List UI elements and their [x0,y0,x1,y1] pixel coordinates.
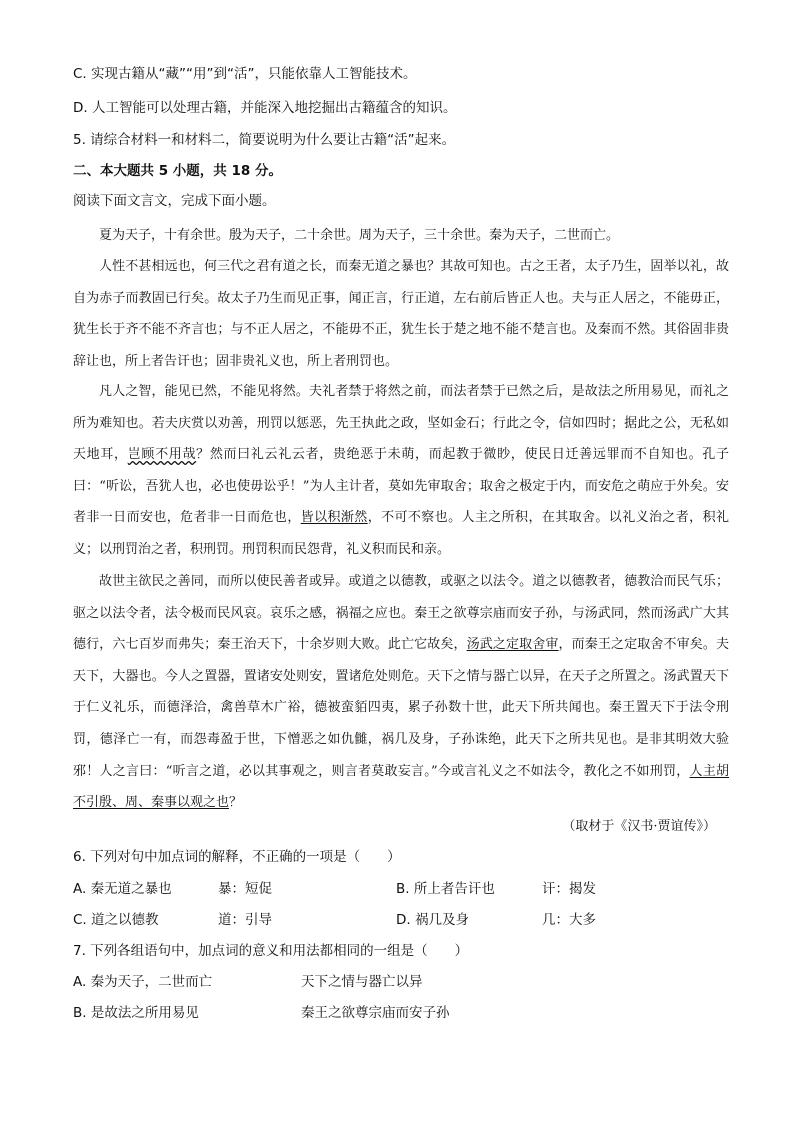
q6-option-a-gloss: 暴：短促 [218,881,272,897]
option-d: D. 人工智能可以处理古籍，并能深入地挖掘出古籍蕴含的知识。 [73,100,457,116]
q6-option-d-sentence: D. 祸几及身 [396,912,469,928]
question-6-stem: 6. 下列对句中加点词的解释，不正确的一项是（ ） [73,849,401,865]
q7-option-a-right: 天下之情与器亡以异 [301,974,423,990]
question-7-stem: 7. 下列各组语句中，加点词的意义和用法都相同的一组是（ ） [73,943,469,959]
passage-paragraph-4 [73,566,729,819]
q7-option-b-right: 秦王之欲尊宗庙而安子孙 [301,1005,450,1021]
option-c: C. 实现古籍从“藏”“用”到“活”，只能依靠人工智能技术。 [73,66,417,82]
passage-text: ？ [229,795,243,811]
passage-text: ，不可不察也。人主之所积，在其取舍。以礼义治之者，积礼义；以刑罚治之者，积刑罚。刑罚积而民怨背，礼义积而民和亲。 [73,510,729,557]
underlined-phrase: 皆以积渐然 [300,510,368,526]
q7-option-b-left: B. 是故法之所用易见 [73,1005,199,1021]
underlined-phrase: 人主胡不引殷、周、秦事以观之也 [73,763,729,811]
q6-option-b-sentence: B. 所上者告讦也 [396,881,495,897]
passage-text: ，而秦王之定取舍不审矣。夫天下，大器也。今人之置器，置诸安处则安，置诸危处则危。天下之情与器亡以异，在天子之所置之。汤武置天下于仁义礼乐，而德泽洽，禽兽草木广裕，德被蛮貊四夷，累子孙数十世，此天下所共闻也。秦王置天下于法令刑罚，德泽亡一有，而怨毒盈于世，下憎恶之如仇雠，祸几及身，子孙诛绝，此天下之所共见也。是非其明效大验邪！人之言曰：“听言之道，必以其事观之，则言者莫敢妄言。”今或言礼义之不如法令，教化之不如刑罚， [73,637,729,779]
section-instruction: 阅读下面文言文，完成下面小题。 [73,193,276,209]
passage-paragraph-2: 人性不甚相远也，何三代之君有道之长，而秦无道之暴也？其故可知也。古之王者，太子乃生，固举以礼，故自为赤子而教固已行矣。故太子乃生而见正事，闻正言，行正道，左右前后皆正人也。夫与正人居之，不能毋正，犹生长于齐不能不齐言也；与不正人居之，不能毋不正，犹生长于楚之地不能不楚言也。及秦而不然。其俗固非贵辞让也，所上者告讦也；固非贵礼义也，所上者刑罚也。 [73,259,729,369]
passage-text: 故世主欲民之善同，而所以使民善者或异。或道之以德教，或驱之以法令。道之以德教者，德教洽而民气乐；驱之以法令者，法令极而民风哀。哀乐之感，祸福之应也。秦王之欲尊宗庙而安子孙，与汤武同，然而汤武广大其德行，六七百岁而弗失；秦王治天下，十余岁则大败。此亡它故矣， [73,574,729,653]
wavy-underlined-phrase: 岂顾不用哉 [127,447,197,463]
q6-option-d-gloss: 几：大多 [542,912,596,928]
passage-text: ？然而曰礼云礼云者，贵绝恶于未萌，而起教于微眇，使民日迁善远罪而不自知也。孔子曰：“听讼，吾犹人也，必也使毋讼乎！”为人主计者，莫如先审取舍；取舍之极定于内，而安危之萌应于外矣。安者非一日而安也，危者非一日而危也， [73,447,729,526]
passage-paragraph-3 [73,376,729,566]
q6-option-a-sentence: A. 秦无道之暴也 [73,881,172,897]
section-heading: 二、本大题共 5 小题，共 18 分。 [73,163,282,179]
underlined-phrase: 汤武之定取舍审 [466,637,559,653]
q6-option-b-gloss: 讦：揭发 [542,881,596,897]
q7-option-a-left: A. 秦为天子，二世而亡 [73,974,213,990]
q6-option-c-sentence: C. 道之以德教 [73,912,159,928]
passage-text: 凡人之智，能见已然，不能见将然。夫礼者禁于将然之前，而法者禁于已然之后，是故法之所用易见，而礼之所为难知也。若夫庆赏以劝善，刑罚以惩恶，先王执此之政，坚如金石；行此之令，信如四时；据此之公，无私如天地耳， [73,384,729,463]
q6-option-c-gloss: 道：引导 [218,912,272,928]
question-5: 5. 请综合材料一和材料二，简要说明为什么要让古籍“活”起来。 [73,132,456,148]
passage-source: （取材于《汉书·贾谊传》） [562,819,716,834]
passage-paragraph-1: 夏为天子，十有余世。殷为天子，二十余世。周为天子，三十余世。秦为天子，二世而亡。 [99,228,620,243]
